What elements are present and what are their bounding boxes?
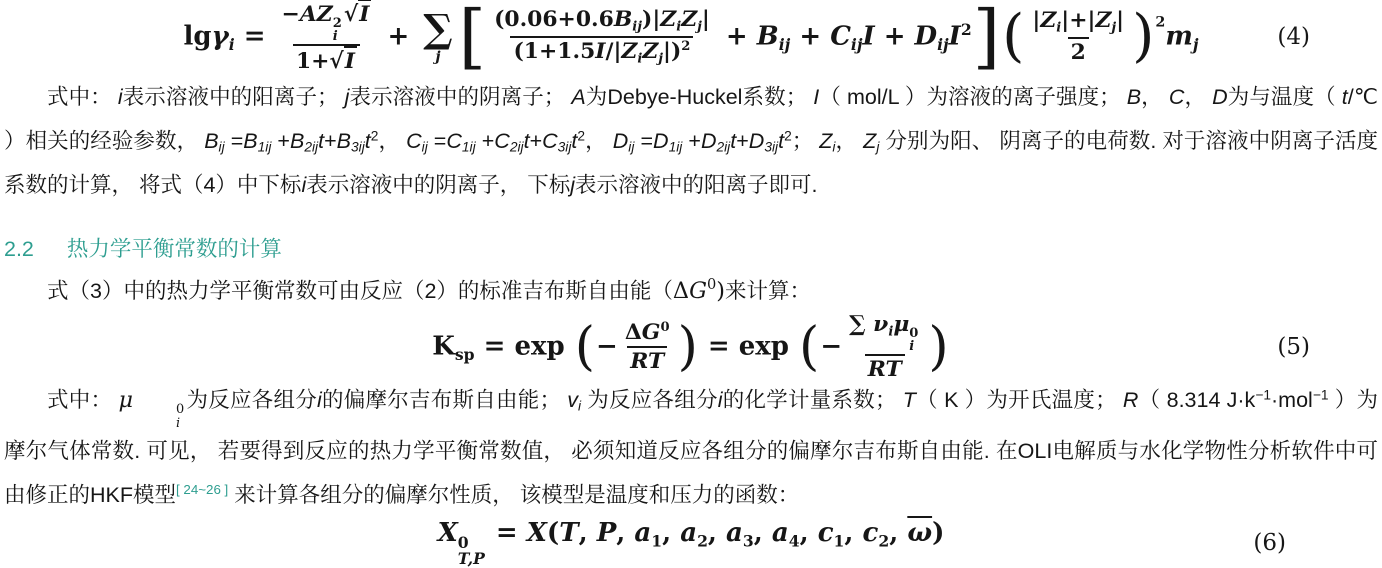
text-run: 来计算各组分的偏摩尔性质， 该模型是温度和压力的函数： [228, 482, 800, 507]
math-token: j [435, 48, 441, 65]
text-run: t [364, 128, 371, 153]
text-run: D [1212, 85, 1228, 109]
math-token: B [756, 21, 779, 51]
fraction-numerator [491, 6, 713, 36]
math-token: R [630, 348, 648, 375]
fraction-numerator [846, 311, 923, 354]
math-token: Z [316, 0, 333, 27]
math-token: exp [738, 331, 799, 362]
math-token: I [595, 38, 606, 64]
text-run: −1 [1255, 387, 1271, 403]
text-run: C [494, 128, 510, 153]
paragraph-eq5-explanation [4, 378, 1378, 518]
fraction-denominator [293, 44, 360, 75]
math-fraction [1029, 7, 1127, 66]
text-run: t [571, 128, 578, 153]
text-run: R [1122, 388, 1139, 413]
text-run: ， [378, 128, 407, 153]
math-token: C [830, 21, 851, 51]
math-token: G [641, 318, 661, 345]
math-token: I [862, 21, 875, 51]
text-run: t [318, 128, 325, 153]
math-token: i [637, 51, 643, 67]
math-token: j [658, 51, 664, 67]
math-token: 1 [833, 531, 845, 551]
section-heading-2-2 [4, 232, 1378, 263]
text-run: ； [791, 128, 820, 153]
math-token: a [771, 517, 789, 548]
subscript: i [176, 415, 181, 431]
math-token: ij [937, 34, 949, 54]
text-run: i [117, 85, 123, 109]
text-run: i [316, 388, 322, 413]
text-run: 式（3）中的热力学平衡常数可由反应（2）的标准吉布斯自由能（ [47, 278, 673, 303]
text-run: v [567, 388, 578, 413]
math-token: − [820, 331, 843, 362]
math-token: , [844, 517, 863, 548]
math-token: = [234, 21, 275, 51]
math-token: 1+ [295, 48, 330, 75]
math-token: ν [873, 310, 889, 337]
text-run: 1ij [461, 139, 476, 155]
text-run: ij [218, 139, 225, 155]
math-token: | [701, 6, 710, 33]
text-run: + [736, 128, 749, 153]
math-token: + [790, 21, 831, 51]
text-run: 为Debye-Huckel系数； [585, 85, 814, 109]
math-token: ) [932, 517, 945, 548]
math-token: a [726, 517, 743, 548]
text-run: + [271, 128, 290, 153]
subscript: i [909, 339, 915, 355]
text-run: i [577, 398, 582, 414]
radical-symbol: √ [343, 0, 359, 27]
math-token: 4 [788, 531, 800, 551]
math-fraction [846, 311, 923, 384]
math-token: 3 [742, 531, 754, 551]
big-delimiter: ( [574, 316, 596, 377]
math-token: T [559, 517, 579, 548]
big-delimiter: ] [972, 0, 1001, 78]
math-token: = [486, 517, 527, 548]
text-run: A [571, 85, 586, 109]
radicand [358, 0, 371, 28]
math-token: j [1111, 20, 1117, 36]
text-run: + [529, 128, 543, 153]
math-token: Z [1040, 7, 1057, 34]
math-token: 2 [878, 531, 890, 551]
text-run: 2ij [716, 139, 731, 155]
text-run: B [290, 128, 305, 153]
text-run: （ 8.314 J·k [1138, 388, 1256, 413]
math-token: , [662, 517, 681, 548]
text-run: t [778, 128, 785, 153]
text-run: 1ij [257, 139, 272, 155]
math-token: P [596, 517, 617, 548]
text-run: /℃ ）相关的经验参数， [4, 85, 1378, 153]
big-delimiter: ( [799, 316, 820, 377]
math-token: I [359, 0, 370, 27]
text-run: ij [421, 139, 428, 155]
text-run: + [682, 128, 701, 153]
math-token: I [948, 21, 961, 51]
math-token: T [885, 356, 902, 383]
superscript: 0 [176, 401, 185, 417]
math-token: , [707, 517, 727, 548]
text-run: B [336, 128, 351, 153]
math-token: = [698, 331, 739, 362]
math-token: 2 [697, 531, 708, 551]
big-delimiter: [ [458, 0, 487, 78]
text-run: D [612, 128, 629, 153]
text-run: ， [835, 128, 864, 153]
math-token: + [378, 21, 419, 51]
big-delimiter: ( [1002, 3, 1025, 70]
math-token: 2 [681, 39, 691, 55]
equation-6-number: (6) [1253, 529, 1286, 556]
text-run: ， [585, 128, 613, 153]
radical-symbol: √ [329, 48, 344, 75]
text-run: G [689, 277, 707, 304]
math-token: ( [546, 517, 560, 548]
math-token: , [753, 517, 772, 548]
summation-operator [423, 5, 453, 65]
text-run: μ [118, 387, 134, 414]
equation-4 [4, 0, 1378, 78]
text-run: 2ij [304, 139, 319, 155]
math-token: X [526, 517, 547, 548]
math-token: = [474, 331, 515, 362]
math-fraction [279, 0, 375, 75]
math-token: (0.06+0.6 [494, 6, 614, 33]
text-run: i [832, 139, 836, 155]
math-token: , [799, 517, 818, 548]
text-run: 2 [784, 128, 792, 144]
math-token: , [578, 517, 597, 548]
text-run: 为反应各组分 [581, 388, 718, 413]
equation-6 [4, 517, 1378, 568]
math-token: i [228, 34, 235, 54]
square-root [344, 0, 372, 28]
text-run: 0 [706, 275, 717, 293]
fraction-denominator [865, 354, 905, 383]
text-run: C [406, 128, 422, 153]
equation-6-math [438, 518, 945, 568]
equation-5-math [432, 311, 949, 384]
math-token: + [874, 21, 915, 51]
big-delimiter: ) [928, 316, 949, 377]
text-run: t [1341, 85, 1348, 109]
math-token: , [889, 517, 908, 548]
math-token: 2 [1070, 39, 1086, 66]
text-run: 表示溶液中的阳离子即可. [574, 172, 818, 197]
text-run: = [224, 128, 244, 153]
text-run: B [243, 128, 258, 153]
text-run: C [446, 128, 462, 153]
text-run: Z [819, 128, 833, 153]
math-token: B [613, 6, 633, 33]
text-run: 3ij [351, 139, 365, 155]
math-token: i [888, 324, 894, 340]
fraction-numerator [279, 0, 375, 44]
text-run: ·mol [1271, 388, 1313, 413]
math-token: c [862, 517, 879, 548]
math-token: Z [660, 6, 677, 33]
text-run: j [344, 85, 350, 109]
math-token: a [634, 517, 652, 548]
math-token: 0 [660, 320, 670, 336]
text-run: 为与温度（ [1227, 85, 1342, 109]
math-token: Z [621, 38, 638, 64]
math-fraction [622, 319, 673, 376]
math-token: I [344, 48, 355, 75]
math-token: j [697, 19, 702, 35]
math-token: | [1032, 7, 1041, 34]
math-token: R [867, 356, 886, 383]
text-run: 式中： [47, 388, 119, 413]
text-run: −1 [1312, 387, 1329, 403]
equation-5-number: (5) [1277, 334, 1310, 361]
text-run: B [1126, 85, 1142, 109]
text-run: t [730, 128, 737, 153]
text-run: 的化学计量系数； [722, 388, 903, 413]
text-run: 1ij [668, 139, 683, 155]
text-run: （ K ）为开氏温度； [915, 388, 1123, 413]
math-token: | [1116, 7, 1125, 34]
text-run: 分别为阳、 阴离子的电荷数. 对于溶液中阴离子活度系数的计算， 将式（4）中下标 [4, 128, 1379, 197]
text-run: ）为摩尔气体常数. 可见， 若要得到反应的热力学平衡常数值， 必须知道反应各组分的偏摩尔吉布斯自由能. 在OLI电解质与水化学物性分析软件中可由修正的HKF模型 [4, 388, 1378, 507]
math-token: $\overline{\omega}$ [907, 517, 933, 548]
math-token: 1 [651, 531, 663, 551]
math-token: γ [211, 21, 229, 51]
math-token: Z [642, 38, 659, 64]
text-run: 表示溶液中的阴离子， 下标 [306, 172, 571, 197]
text-run: 2 [370, 128, 379, 144]
superscript-subscript-stack [909, 327, 918, 355]
big-delimiter: ) [1132, 3, 1155, 70]
subscript: i [332, 29, 338, 45]
math-token: |) [663, 38, 682, 64]
math-token: Δ [624, 318, 642, 345]
text-run: t [523, 128, 530, 153]
sigma-symbol: ∑ [423, 5, 453, 52]
text-run: i [301, 172, 307, 197]
radicand [344, 46, 357, 75]
text-run: 3ij [764, 139, 779, 155]
math-token: i [1056, 20, 1062, 36]
text-run: = [634, 128, 654, 153]
text-run: ij [628, 139, 635, 155]
equation-4-math [183, 0, 1199, 78]
math-token: m [1165, 21, 1193, 51]
text-run: C [542, 128, 558, 153]
text-run: D [748, 128, 765, 153]
math-token: A [299, 0, 317, 27]
text-run: = [427, 128, 447, 153]
math-token: ij [850, 34, 863, 54]
fraction-numerator [622, 319, 673, 346]
equation-5 [4, 310, 1378, 383]
subscript: T,P [457, 549, 485, 568]
math-token: ij [632, 19, 642, 35]
superscript: 0 [457, 532, 469, 552]
math-token: ∑ [849, 310, 874, 337]
math-token: a [680, 517, 698, 548]
text-run: j [876, 139, 880, 155]
square-root [329, 46, 357, 75]
text-run: ， [1184, 85, 1213, 109]
math-token: + [716, 21, 757, 51]
math-token: exp [514, 331, 574, 362]
math-token: 2 [1155, 14, 1166, 31]
math-token: )| [642, 6, 661, 33]
math-token: , [616, 517, 635, 548]
section-number: 2.2 [4, 236, 34, 261]
math-token: |+| [1061, 7, 1096, 34]
math-token: X [437, 517, 458, 548]
superscript: 2 [332, 15, 342, 31]
text-run: D [700, 128, 717, 153]
superscript-subscript-stack [133, 403, 184, 430]
math-token: − [281, 0, 300, 27]
big-delimiter: ) [677, 316, 698, 377]
math-token: ij [778, 34, 791, 54]
math-token: /| [605, 38, 622, 64]
math-token: K [432, 331, 455, 362]
math-token: Z [1095, 7, 1112, 34]
math-token: D [914, 21, 938, 51]
text-run: + [324, 128, 337, 153]
section-title: 热力学平衡常数的计算 [66, 236, 282, 261]
math-token: T [647, 348, 665, 375]
math-token: i [676, 19, 682, 35]
equation-4-number: (4) [1277, 24, 1310, 50]
text-run: 的偏摩尔吉布斯自由能； [321, 388, 568, 413]
text-run: 表示溶液中的阳离子； [122, 85, 345, 109]
math-token: sp [454, 344, 475, 364]
text-run: Z [863, 128, 877, 153]
text-run: 为反应各组分 [186, 388, 317, 413]
text-run: 2ij [509, 139, 524, 155]
math-token: − [596, 331, 618, 362]
text-run: （ mol/L ）为溶液的离子强度； [819, 85, 1127, 109]
math-token: lg [183, 21, 212, 51]
text-run: 2 [577, 128, 586, 144]
text-run: i [717, 388, 723, 413]
text-run: j [570, 172, 575, 197]
math-token: (1+1.5 [513, 38, 596, 64]
paragraph-eq4-explanation [4, 76, 1378, 208]
text-run: ) [716, 277, 725, 304]
fraction-denominator [1068, 37, 1089, 66]
math-token: c [817, 517, 834, 548]
superscript-subscript-stack [457, 532, 485, 568]
math-token: μ [893, 310, 910, 337]
superscript-subscript-stack [333, 17, 342, 45]
text-run: 3ij [557, 139, 572, 155]
math-fraction [491, 6, 713, 68]
text-run: 表示溶液中的阴离子； [349, 85, 572, 109]
text-run: ， [1141, 85, 1169, 109]
summation-index [435, 50, 440, 64]
text-run: B [204, 128, 219, 153]
text-run: D [653, 128, 669, 153]
superscript: 0 [909, 325, 919, 341]
text-run: 式中： [47, 85, 118, 109]
text-run: C [1168, 85, 1185, 109]
fraction-denominator [627, 346, 667, 375]
paragraph-ksp-intro [4, 269, 1378, 315]
text-run: Δ [672, 277, 690, 304]
text-run: 来计算： [724, 278, 811, 303]
fraction-numerator [1029, 7, 1127, 37]
text-run: [ 24~26 ] [176, 481, 229, 497]
text-run: + [475, 128, 495, 153]
fraction-denominator [510, 36, 693, 68]
text-run: I [813, 85, 820, 109]
text-run: T [902, 388, 916, 413]
math-token: j [1192, 34, 1199, 54]
math-token: 2 [960, 19, 972, 39]
math-token: Z [681, 6, 698, 33]
